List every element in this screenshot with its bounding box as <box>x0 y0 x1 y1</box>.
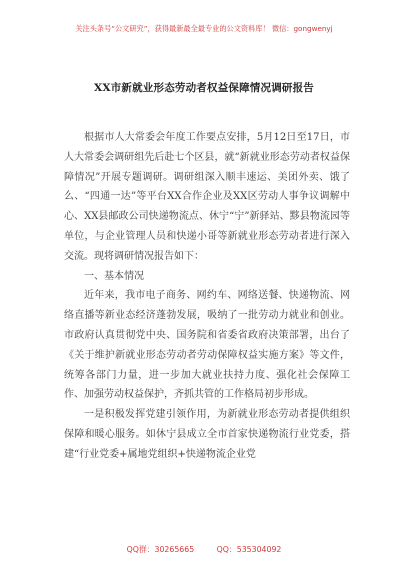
qq-group-label: QQ群：30265665 <box>126 545 195 554</box>
section-heading: 一、基本情况 <box>84 270 144 282</box>
footer-contact <box>0 544 408 555</box>
body-paragraph: 近年来，我市电子商务、网约车、网络送餐、快递物流、网络直播等新业态经济蓬勃发展，吸纳了一批劳动力就业和创业。市政府认真贯彻党中央、国务院和省委省政府决策部署，出台了《关于维护新就业形态劳动者劳动保障权益实施方案》等文件，统筹各部门力量，进一步加大就业扶持力度、强化社会保障工作、加强劳动权益保护，齐抓共管的工作格局初步形成。 <box>64 290 350 401</box>
promo-banner: 关注头条号“公文研究”，获得最新最全最专业的公文资料库！ 微信：gongwenyj <box>75 24 333 33</box>
document-title: XX市新就业形态劳动者权益保障情况调研报告 <box>94 82 314 94</box>
intro-paragraph: 根据市人大常委会年度工作要点安排，5月12日至17日，市人大常委会调研组先后赴七个区县，就“新就业形态劳动者权益保障情况”开展专题调研。调研组深入顺丰速运、美团外卖、饿了么、“四通一达”等平台XX合作企业及XX区劳动人事争议调解中心、XX县邮政公司快递物流点、休宁“宁”新驿站、黟县物流园等单位，与企业管理人员和快递小哥等新就业形态劳动者进行深入交流。现将调研情况报告如下： <box>64 132 350 262</box>
document-body <box>64 128 350 465</box>
qq-number-label: QQ：535304092 <box>216 545 282 554</box>
body-paragraph: 一是积极发挥党建引领作用，为新就业形态劳动者提供组织保障和暖心服务。如休宁县成立全市首家快递物流行业党委，搭建“行业党委+属地党组织+快递物流企业党 <box>64 409 350 460</box>
